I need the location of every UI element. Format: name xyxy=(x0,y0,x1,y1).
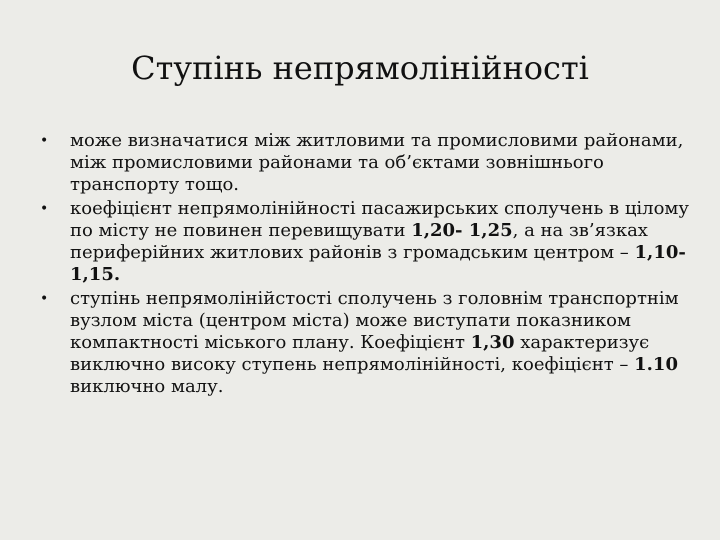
bullet-item xyxy=(34,130,694,196)
bullet-dot-icon: • xyxy=(40,133,49,149)
bullet-text: ступінь непрямолінійстості сполучень з головнім транспортнім вузлом міста (центром міста) може виступати показником компактності міського плану. Коефіцієнт xyxy=(70,288,679,353)
bullet-emphasis: 1.10 xyxy=(634,354,678,375)
bullet-item xyxy=(34,198,694,286)
bullet-text: коефіцієнт непрямолінійності пасажирських сполучень в цілому по місту не повинен перевищувати xyxy=(70,198,690,241)
bullet-text: виключно малу. xyxy=(70,376,224,397)
bullet-text: характеризує виключно високу ступень непрямолінійності, коефіцієнт – xyxy=(70,332,650,375)
bullet-emphasis: 1,30 xyxy=(470,332,515,353)
bullet-emphasis: 1,20- 1,25 xyxy=(411,220,513,241)
bullet-text: може визначатися між житловими та промисловими районами, між промисловими районами та об’єктами зовнішнього транспорту тощо. xyxy=(70,130,684,195)
bullet-list xyxy=(34,130,694,400)
bullet-dot-icon: • xyxy=(40,291,49,307)
bullet-emphasis: 1,10-1,15. xyxy=(70,242,686,285)
bullet-dot-icon: • xyxy=(40,201,49,217)
bullet-item xyxy=(34,288,694,398)
slide-title: Ступінь непрямолінійності xyxy=(131,49,589,87)
bullet-text: , а на зв’язках периферійних житлових районів з громадським центром – xyxy=(70,220,648,263)
